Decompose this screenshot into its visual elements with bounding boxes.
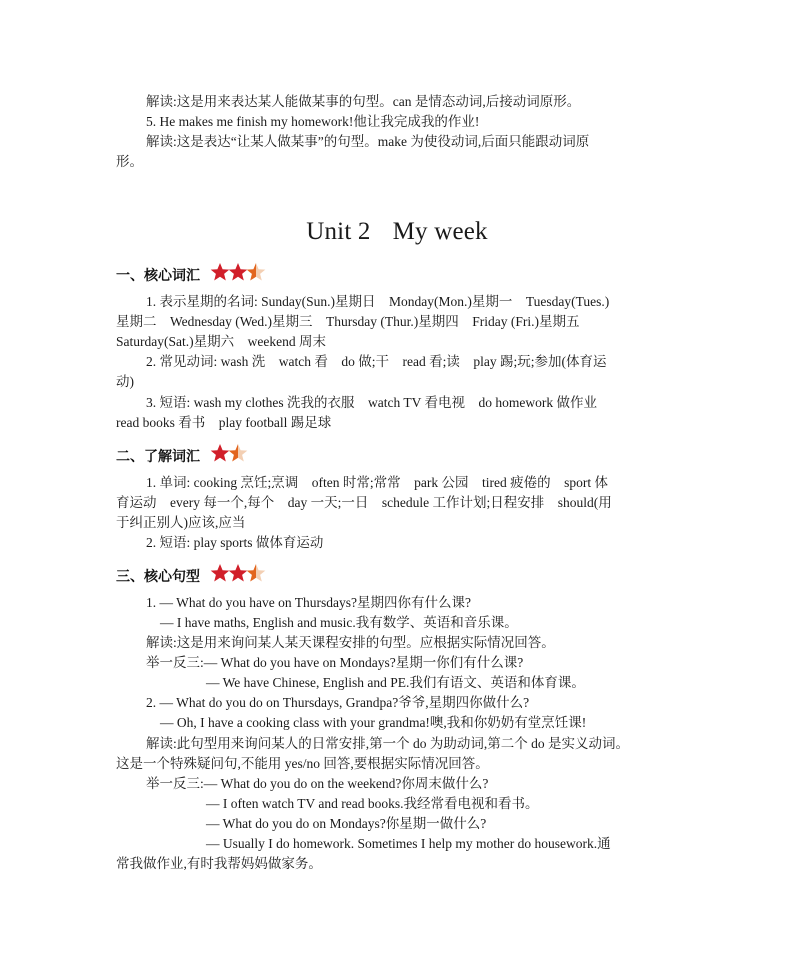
unit-title: [0, 215, 794, 249]
star-half-icon: [228, 443, 248, 463]
paragraph-line: 1. — What do you have on Thursdays?星期四你有什么课?: [146, 595, 471, 610]
paragraph-line: 解读:这是用来询问某人某天课程安排的句型。应根据实际情况回答。: [146, 635, 555, 650]
paragraph-line: 1. 表示星期的名词: Sunday(Sun.)星期日 Monday(Mon.)星期一 Tuesday(Tues.): [146, 294, 610, 309]
paragraph-line: — Oh, I have a cooking class with your grandma!噢,我和你奶奶有堂烹饪课!: [160, 715, 587, 730]
paragraph-line: 动): [116, 374, 134, 389]
star-rating: [210, 262, 264, 289]
paragraph-line: 举一反三:— What do you have on Mondays?星期一你们有什么课?: [146, 655, 524, 670]
paragraph-line: — We have Chinese, English and PE.我们有语文、英语和体育课。: [206, 675, 585, 690]
section-heading-core-sentences: [116, 563, 264, 590]
paragraph-line: 1. 单词: cooking 烹饪;烹调 often 时常;常常 park 公园 tired 疲倦的 sport 体: [146, 475, 608, 490]
heading-text: 三、核心句型: [116, 569, 200, 585]
star-full-icon: [210, 563, 230, 583]
paragraph-line: read books 看书 play football 踢足球: [116, 415, 332, 430]
unit-number: Unit 2: [306, 218, 371, 245]
section-heading-core-vocabulary: [116, 262, 264, 289]
paragraph-line: 2. — What do you do on Thursdays, Grandpa?爷爷,星期四你做什么?: [146, 695, 530, 710]
paragraph-line: 星期二 Wednesday (Wed.)星期三 Thursday (Thur.)星期四 Friday (Fri.)星期五: [116, 314, 580, 329]
paragraph-line: 形。: [116, 154, 143, 169]
paragraph-line: 举一反三:— What do you do on the weekend?你周末做什么?: [146, 776, 489, 791]
paragraph-line: 这是一个特殊疑问句,不能用 yes/no 回答,要根据实际情况回答。: [116, 756, 489, 771]
section-heading-learn-vocabulary: [116, 443, 246, 470]
paragraph-line: 育运动 every 每一个,每个 day 一天;一日 schedule 工作计划;日程安排 should(用: [116, 495, 612, 510]
star-half-icon: [246, 262, 266, 282]
paragraph-line: — I have maths, English and music.我有数学、英语和音乐课。: [160, 615, 518, 630]
paragraph-line: 常我做作业,有时我帮妈妈做家务。: [116, 856, 322, 871]
paragraph-line: 解读:这是用来表达某人能做某事的句型。can 是情态动词,后接动词原形。: [146, 94, 581, 109]
star-rating: [210, 563, 264, 590]
star-half-icon: [246, 563, 266, 583]
star-full-icon: [228, 563, 248, 583]
star-full-icon: [210, 262, 230, 282]
paragraph-line: 3. 短语: wash my clothes 洗我的衣服 watch TV 看电视 do homework 做作业: [146, 395, 597, 410]
paragraph-line: 2. 常见动词: wash 洗 watch 看 do 做;干 read 看;读 play 踢;玩;参加(体育运: [146, 354, 607, 369]
star-full-icon: [228, 262, 248, 282]
unit-name: My week: [392, 218, 488, 245]
paragraph-line: 解读:这是表达“让某人做某事”的句型。make 为使役动词,后面只能跟动词原: [146, 134, 590, 149]
paragraph-line: 于纠正别人)应该,应当: [116, 515, 246, 530]
paragraph-line: — What do you do on Mondays?你星期一做什么?: [206, 816, 487, 831]
paragraph-line: Saturday(Sat.)星期六 weekend 周末: [116, 334, 326, 349]
heading-text: 二、了解词汇: [116, 449, 200, 465]
paragraph-line: 5. He makes me finish my homework!他让我完成我的作业!: [146, 114, 480, 129]
paragraph-line: 2. 短语: play sports 做体育运动: [146, 535, 324, 550]
heading-text: 一、核心词汇: [116, 268, 200, 284]
star-rating: [210, 443, 246, 470]
paragraph-line: — Usually I do homework. Sometimes I help my mother do housework.通: [206, 836, 611, 851]
paragraph-line: — I often watch TV and read books.我经常看电视和看书。: [206, 796, 539, 811]
paragraph-line: 解读:此句型用来询问某人的日常安排,第一个 do 为助动词,第二个 do 是实义动词。: [146, 736, 629, 751]
star-full-icon: [210, 443, 230, 463]
